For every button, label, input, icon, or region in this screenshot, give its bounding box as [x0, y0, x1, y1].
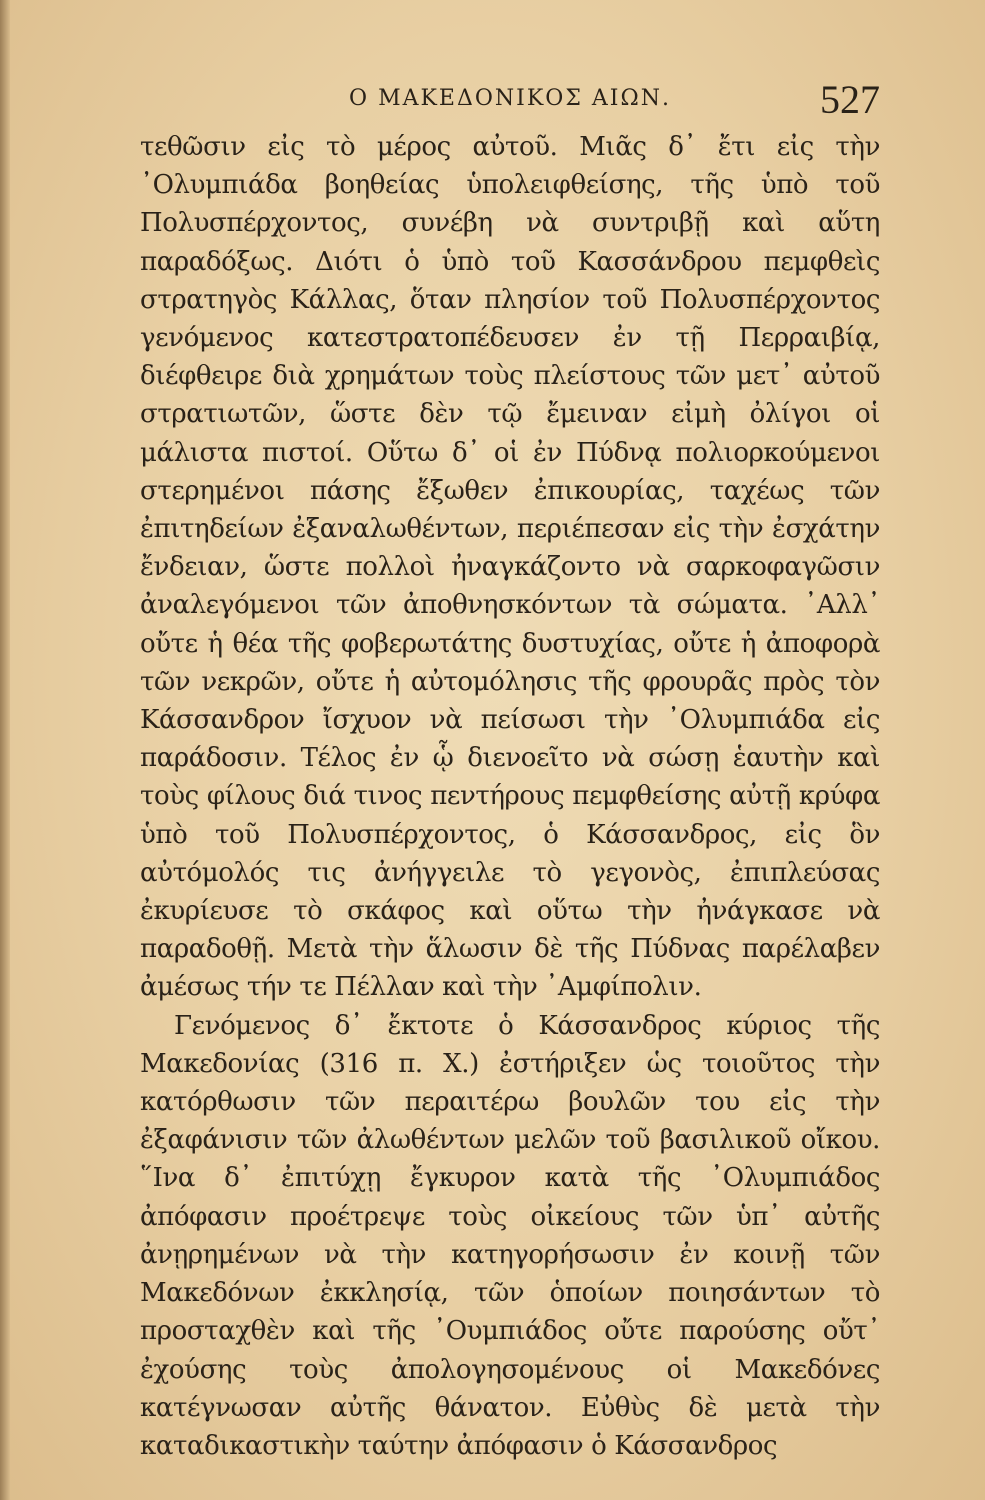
body-text — [140, 128, 880, 1465]
running-title: Ο ΜΑΚΕΔΟΝΙΚΟΣ ΑΙΩΝ. — [349, 86, 671, 111]
paragraph-2: Γενόμενος δ᾽ ἔκτοτε ὁ Κάσσανδρος κύριος τῆς Μακεδονίας (316 π. Χ.) ἐστήριξεν ὡς τοιοῦτος τὴν κατόρθωσιν τῶν περαιτέρω βουλῶν του εἰς τὴν ἐξαφάνισιν τῶν ἀλωθέντων μελῶν τοῦ βασιλικοῦ οἴκου. ῞Ινα δ᾽ ἐπιτύχῃ ἔγκυρον κατὰ τῆς ᾽Ολυμπιάδος ἀπόφασιν προέτρεψε τοὺς οἰκείους τῶν ὑπ᾽ αὐτῆς ἀνῃρημένων νὰ τὴν κατηγορήσωσιν ἐν κοινῇ τῶν Μακεδόνων ἐκκλησίᾳ, τῶν ὁποίων ποιησάντων τὸ προσταχθὲν καὶ τῆς ᾽Ουμπιάδος οὔτε παρούσης οὔτ᾽ ἐχούσης τοὺς ἀπολογησομένους οἱ Μακεδόνες κατέγνωσαν αὐτῆς θάνατον. Εὐθὺς δὲ μετὰ τὴν καταδικαστικὴν ταύτην ἀπόφασιν ὁ Κάσσανδρος — [140, 1010, 880, 1461]
running-header — [140, 76, 880, 120]
paragraph-1: τεθῶσιν εἰς τὸ μέρος αὐτοῦ. Μιᾶς δ᾽ ἔτι εἰς τὴν ᾽Ολυμπιάδα βοηθείας ὑπολειφθείσης, τῆς ὑπὸ τοῦ Πολυσπέρχοντος, συνέβη νὰ συντριβῇ καὶ αὕτη παραδόξως. Διότι ὁ ὑπὸ τοῦ Κασσάνδρου πεμφθεὶς στρατηγὸς Κάλλας, ὅταν πλησίον τοῦ Πολυσπέρχοντος γενόμενος κατεστρατοπέδευσεν ἐν τῇ Περραιβίᾳ, διέφθειρε διὰ χρημάτων τοὺς πλείστους τῶν μετ᾽ αὐτοῦ στρατιωτῶν, ὥστε δὲν τῷ ἔμειναν εἰμὴ ὀλίγοι οἱ μάλιστα πιστοί. Οὕτω δ᾽ οἱ ἐν Πύδνᾳ πολιορκούμενοι στερημένοι πάσης ἔξωθεν ἐπικουρίας, ταχέως τῶν ἐπιτηδείων ἐξαναλωθέντων, περιέπεσαν εἰς τὴν ἐσχάτην ἔνδειαν, ὥστε πολλοὶ ἠναγκάζοντο νὰ σαρκοφαγῶσιν ἀναλεγόμενοι τῶν ἀποθνησκόντων τὰ σώματα. ᾽Αλλ᾽ οὔτε ἡ θέα τῆς φοβερωτάτης δυστυχίας, οὔτε ἡ ἀποφορὰ τῶν νεκρῶν, οὔτε ἡ αὐτομόλησις τῆς φρουρᾶς πρὸς τὸν Κάσσανδρον ἴσχυον νὰ πείσωσι τὴν ᾽Ολυμπιάδα εἰς παράδοσιν. Τέλος ἐν ᾧ διενοεῖτο νὰ σώσῃ ἑαυτὴν καὶ τοὺς φίλους διά τινος πεντήρους πεμφθείσης αὐτῇ κρύφα ὑπὸ τοῦ Πολυσπέρχοντος, ὁ Κάσσανδρος, εἰς ὃν αὐτόμολός τις ἀνήγγειλε τὸ γεγονὸς, ἐπιπλεύσας ἐκυρίευσε τὸ σκάφος καὶ οὕτω τὴν ἠνάγκασε νὰ παραδοθῇ. Μετὰ τὴν ἅλωσιν δὲ τῆς Πύδνας παρέλαβεν ἀμέσως τήν τε Πέλλαν καὶ τὴν ᾽Αμφίπολιν. — [140, 132, 880, 1003]
page-number: 527 — [820, 77, 880, 122]
page-edge-shadow — [0, 0, 10, 1500]
